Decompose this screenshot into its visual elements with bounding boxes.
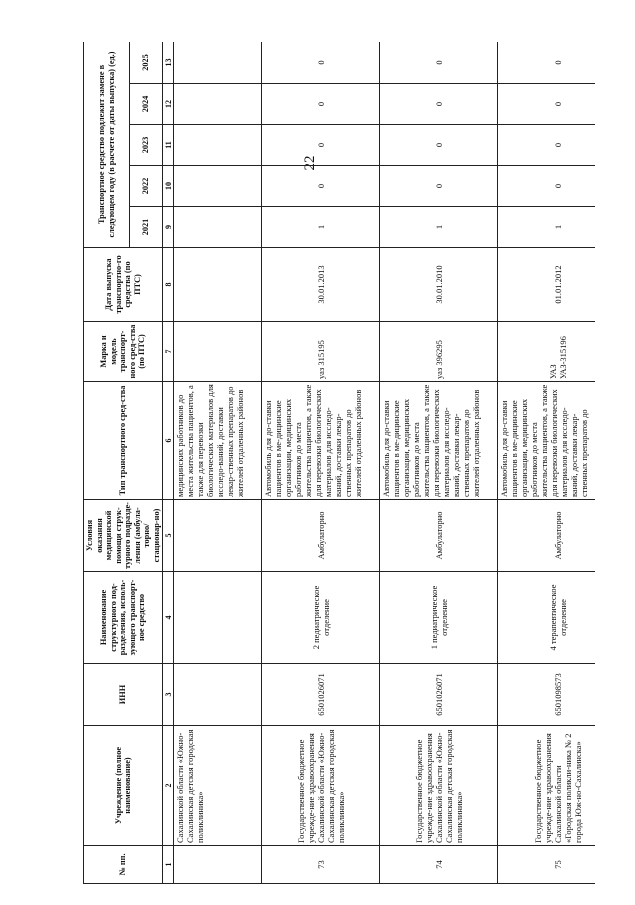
row-value-2022 <box>174 166 262 207</box>
row-institution: Государственное бюджетное учрежде-ние здравоохранения Сахалинской области «Южно-Сахалинская детская городская поликлиника» <box>262 726 380 846</box>
row-conditions: Амбулаторно <box>262 500 380 572</box>
row-value-2022: 0 <box>380 166 498 207</box>
row-model: уаз 396295 <box>380 322 498 382</box>
header-replacement-group: Транспортное средство подлежит замене в следующем году (в расчете от даты выпуска) (ед.) <box>84 42 130 248</box>
row-value-2024: 0 <box>262 84 380 125</box>
row-value-2022: 0 <box>262 166 380 207</box>
row-value-2023: 0 <box>380 125 498 166</box>
column-number: 12 <box>163 84 174 125</box>
column-number: 10 <box>163 166 174 207</box>
page-number: 22 <box>302 155 318 171</box>
row-unit: 4 терапевтическое отделение <box>498 572 596 664</box>
table-row <box>498 42 596 884</box>
header-institution: Учреждение (полное наименование) <box>84 726 163 846</box>
column-number: 4 <box>163 572 174 664</box>
row-inn <box>174 664 262 726</box>
column-number: 6 <box>163 382 174 500</box>
header-num: № пп. <box>84 846 163 884</box>
row-num: 73 <box>262 846 380 884</box>
header-conditions: Условия оказания медицинской помощи струк-турного подразде-ления (амбула-торно/ стационар-но) <box>84 500 163 572</box>
table-row <box>380 42 498 884</box>
row-value-2021: 1 <box>380 207 498 248</box>
row-unit: 1 педиатрическое отделение <box>380 572 498 664</box>
row-model: уаз 315195 <box>262 322 380 382</box>
header-year: 2024 <box>130 84 163 125</box>
row-unit: 2 педиатрическое отделение <box>262 572 380 664</box>
row-type: Автомобиль для до-ставки пациентов в ме-дицинские организации, медицинских работников до места жительства пациентов, а также для перевозки биологических материалов для исследо-ваний, доставки лекар-ственных препаратов до <box>498 382 596 500</box>
row-conditions: Амбулаторно <box>498 500 596 572</box>
row-type: медицинских работников до места жительства пациентов, а также для перевозки биологических материалов для исследо-ваний, доставки лекар-ственных препаратов до жителей отдаленных районов <box>174 382 262 500</box>
row-inn: 6501026071 <box>380 664 498 726</box>
column-number: 1 <box>163 846 174 884</box>
row-num <box>174 846 262 884</box>
column-number-row <box>163 42 174 884</box>
row-value-2021: 1 <box>262 207 380 248</box>
row-date: 01.01.2012 <box>498 248 596 322</box>
row-value-2024: 0 <box>380 84 498 125</box>
table-row <box>174 42 262 884</box>
vehicle-replacement-table <box>83 42 595 884</box>
row-value-2023: 0 <box>262 125 380 166</box>
row-unit <box>174 572 262 664</box>
column-number: 7 <box>163 322 174 382</box>
header-date: Дата выпуска транспортно-го средства (по ПТС) <box>84 248 163 322</box>
row-date: 30.01.2010 <box>380 248 498 322</box>
row-num: 75 <box>498 846 596 884</box>
row-value-2025: 0 <box>498 42 596 84</box>
column-number: 8 <box>163 248 174 322</box>
column-number: 11 <box>163 125 174 166</box>
row-inn: 6501098573 <box>498 664 596 726</box>
header-unit: Наименование структурного под-разделения, исполь-зующего транспорт-ное средство <box>84 572 163 664</box>
column-number: 2 <box>163 726 174 846</box>
row-institution: Государственное бюджетное учрежде-ние здравоохранения Сахалинской области «Южно-Сахалинская детская городская поликлиника» <box>380 726 498 846</box>
header-year: 2021 <box>130 207 163 248</box>
row-value-2025 <box>174 42 262 84</box>
table-row <box>262 42 380 884</box>
header-year: 2023 <box>130 125 163 166</box>
row-inn: 6501026071 <box>262 664 380 726</box>
row-conditions <box>174 500 262 572</box>
header-model: Марка и модель транспорт-ного сред-ства (по ПТС) <box>84 322 163 382</box>
row-model: УАЗ УАЗ-315196 <box>498 322 596 382</box>
header-type: Тип транспортного сред-ства <box>84 382 163 500</box>
row-value-2025: 0 <box>380 42 498 84</box>
row-value-2025: 0 <box>262 42 380 84</box>
column-number: 9 <box>163 207 174 248</box>
row-model <box>174 322 262 382</box>
row-value-2023: 0 <box>498 125 596 166</box>
row-value-2021 <box>174 207 262 248</box>
column-number: 3 <box>163 664 174 726</box>
header-year: 2025 <box>130 42 163 84</box>
rotated-table-container <box>83 42 595 884</box>
column-number: 5 <box>163 500 174 572</box>
row-value-2022: 0 <box>498 166 596 207</box>
header-year: 2022 <box>130 166 163 207</box>
row-num: 74 <box>380 846 498 884</box>
row-type: Автомобиль для до-ставки пациентов в ме-дицинские организации, медицинских работников до места жительства пациентов, а также для перевозки биологических материалов для исследо-ваний, доставки лекар-ственных препаратов до жителей отдаленных районов <box>380 382 498 500</box>
row-date: 30.01.2013 <box>262 248 380 322</box>
header-inn: ИНН <box>84 664 163 726</box>
row-value-2021: 1 <box>498 207 596 248</box>
row-value-2024: 0 <box>498 84 596 125</box>
row-date <box>174 248 262 322</box>
column-number: 13 <box>163 42 174 84</box>
row-type: Автомобиль для до-ставки пациентов в ме-дицинские организации, медицинских работников до места жительства пациентов, а также для перевозки биологических материалов для исследо-ваний, доставки лекар-ственных препаратов до жителей отдаленных районов <box>262 382 380 500</box>
row-institution: Сахалинской области «Южно-Сахалинская детская городская поликлиника» <box>174 726 262 846</box>
table-viewport <box>83 42 595 884</box>
row-institution: Государственное бюджетное учрежде-ние здравоохранения Сахалинской области «Городская поликли-ника № 2 города Юж-но-Сахалинска» <box>498 726 596 846</box>
row-value-2024 <box>174 84 262 125</box>
row-value-2023 <box>174 125 262 166</box>
row-conditions: Амбулаторно <box>380 500 498 572</box>
